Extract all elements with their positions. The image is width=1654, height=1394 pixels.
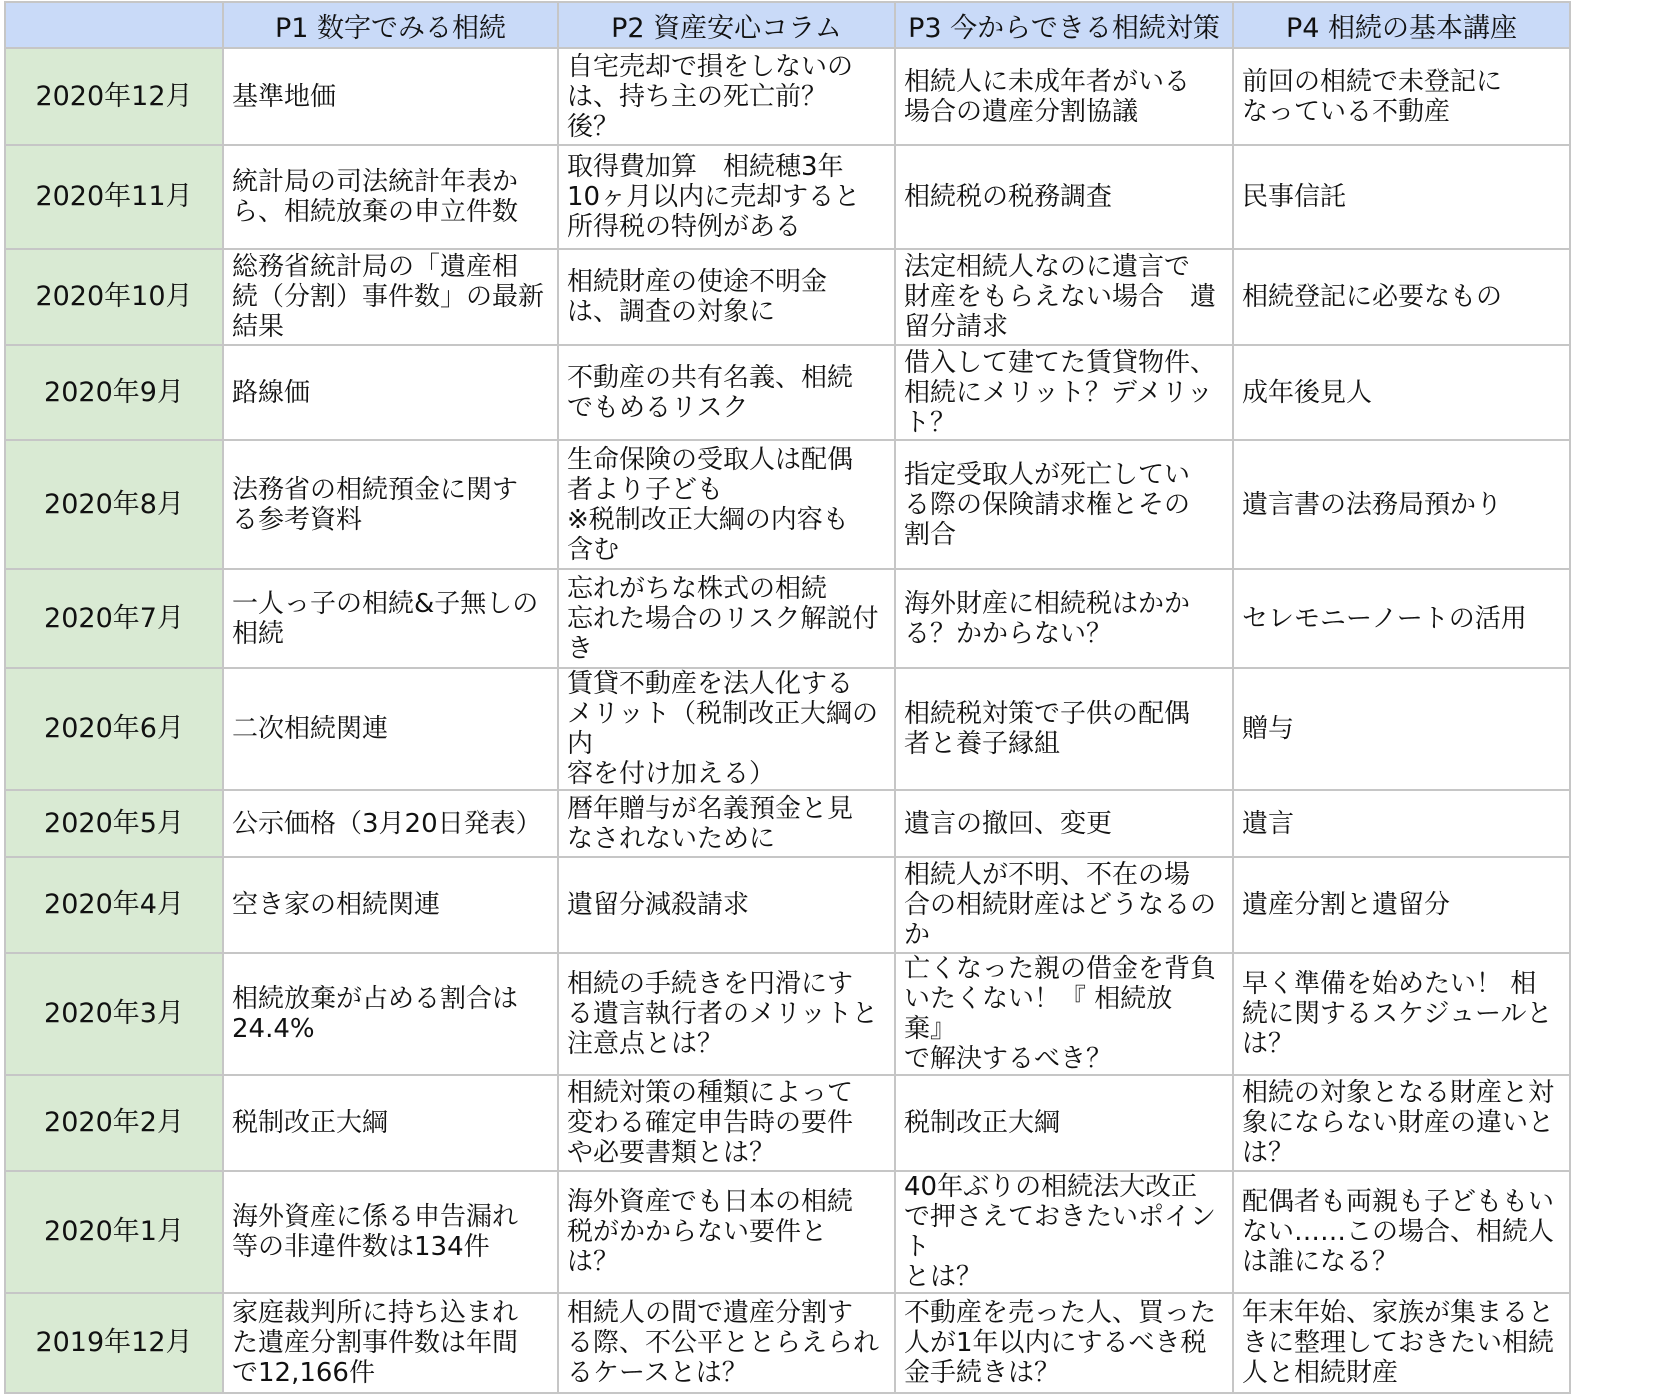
month-cell[interactable]: 2020年1月 [5, 1171, 223, 1293]
table-row [5, 1171, 1570, 1293]
p3-cell[interactable]: 借入して建てた賃貸物件、 相続にメリット？デメリッ ト？ [895, 345, 1233, 440]
p3-cell[interactable]: 相続人が不明、不在の場 合の相続財産はどうなるの か [895, 857, 1233, 953]
p2-cell[interactable]: 相続人の間で遺産分割す る際、不公平ととらえられ るケースとは？ [558, 1293, 895, 1393]
p1-cell[interactable]: 一人っ子の相続&子無しの 相続 [223, 569, 558, 668]
month-cell[interactable]: 2020年8月 [5, 440, 223, 569]
p1-cell[interactable]: 統計局の司法統計年表か ら、相続放棄の申立件数 [223, 145, 558, 249]
p4-cell[interactable]: 遺産分割と遺留分 [1233, 857, 1570, 953]
table-row [5, 668, 1570, 790]
month-cell[interactable]: 2020年7月 [5, 569, 223, 668]
corner-cell[interactable] [5, 2, 223, 48]
p2-cell[interactable]: 賃貸不動産を法人化する メリット（税制改正大綱の内 容を付け加える） [558, 668, 895, 790]
month-cell[interactable]: 2020年9月 [5, 345, 223, 440]
table-row [5, 569, 1570, 668]
p3-cell[interactable]: 不動産を売った人、買った 人が1年以内にするべき税 金手続きは？ [895, 1293, 1233, 1393]
p4-cell[interactable]: 遺言 [1233, 790, 1570, 857]
table-row [5, 953, 1570, 1075]
table-row [5, 857, 1570, 953]
month-cell[interactable]: 2019年12月 [5, 1293, 223, 1393]
p2-cell[interactable]: 不動産の共有名義、相続 でもめるリスク [558, 345, 895, 440]
table-row [5, 145, 1570, 249]
p4-cell[interactable]: 早く準備を始めたい！ 相 続に関するスケジュールと は？ [1233, 953, 1570, 1075]
header-p1[interactable]: P1 数字でみる相続 [223, 2, 558, 48]
p3-cell[interactable]: 相続税対策で子供の配偶 者と養子縁組 [895, 668, 1233, 790]
table-row [5, 249, 1570, 345]
p4-cell[interactable]: セレモニーノートの活用 [1233, 569, 1570, 668]
month-cell[interactable]: 2020年5月 [5, 790, 223, 857]
p4-cell[interactable]: 年末年始、家族が集まると きに整理しておきたい相続 人と相続財産 [1233, 1293, 1570, 1393]
p1-cell[interactable]: 路線価 [223, 345, 558, 440]
p1-cell[interactable]: 公示価格（3月20日発表） [223, 790, 558, 857]
p2-cell[interactable]: 遺留分減殺請求 [558, 857, 895, 953]
p2-cell[interactable]: 取得費加算 相続穂3年 10ヶ月以内に売却すると 所得税の特例がある [558, 145, 895, 249]
month-cell[interactable]: 2020年3月 [5, 953, 223, 1075]
p3-cell[interactable]: 指定受取人が死亡してい る際の保険請求権とその 割合 [895, 440, 1233, 569]
table-row [5, 1293, 1570, 1393]
month-cell[interactable]: 2020年4月 [5, 857, 223, 953]
p4-cell[interactable]: 相続の対象となる財産と対 象にならない財産の違いと は？ [1233, 1075, 1570, 1171]
p4-cell[interactable]: 遺言書の法務局預かり [1233, 440, 1570, 569]
p4-cell[interactable]: 民事信託 [1233, 145, 1570, 249]
p1-cell[interactable]: 相続放棄が占める割合は 24.4% [223, 953, 558, 1075]
p3-cell[interactable]: 海外財産に相続税はかか る？かからない？ [895, 569, 1233, 668]
header-p3[interactable]: P3 今からできる相続対策 [895, 2, 1233, 48]
p1-cell[interactable]: 二次相続関連 [223, 668, 558, 790]
p2-cell[interactable]: 相続財産の使途不明金 は、調査の対象に [558, 249, 895, 345]
p1-cell[interactable]: 税制改正大綱 [223, 1075, 558, 1171]
p1-cell[interactable]: 法務省の相続預金に関す る参考資料 [223, 440, 558, 569]
p3-cell[interactable]: 遺言の撤回、変更 [895, 790, 1233, 857]
month-cell[interactable]: 2020年12月 [5, 48, 223, 145]
p2-cell[interactable]: 自宅売却で損をしないの は、持ち主の死亡前？ 後？ [558, 48, 895, 145]
table-row [5, 440, 1570, 569]
p3-cell[interactable]: 亡くなった親の借金を背負 いたくない！『 相続放棄』 で解決するべき？ [895, 953, 1233, 1075]
p4-cell[interactable]: 贈与 [1233, 668, 1570, 790]
header-p4[interactable]: P4 相続の基本講座 [1233, 2, 1570, 48]
p1-cell[interactable]: 基準地価 [223, 48, 558, 145]
p2-cell[interactable]: 海外資産でも日本の相続 税がかからない要件と は？ [558, 1171, 895, 1293]
table-row [5, 345, 1570, 440]
p2-cell[interactable]: 相続対策の種類によって 変わる確定申告時の要件 や必要書類とは？ [558, 1075, 895, 1171]
p3-cell[interactable]: 40年ぶりの相続法大改正 で押さえておきたいポイント とは？ [895, 1171, 1233, 1293]
p3-cell[interactable]: 法定相続人なのに遺言で 財産をもらえない場合 遺 留分請求 [895, 249, 1233, 345]
month-cell[interactable]: 2020年2月 [5, 1075, 223, 1171]
p3-cell[interactable]: 相続税の税務調査 [895, 145, 1233, 249]
p1-cell[interactable]: 総務省統計局の「遺産相 続（分割）事件数」の最新 結果 [223, 249, 558, 345]
header-p2[interactable]: P2 資産安心コラム [558, 2, 895, 48]
p4-cell[interactable]: 前回の相続で未登記に なっている不動産 [1233, 48, 1570, 145]
p1-cell[interactable]: 海外資産に係る申告漏れ 等の非違件数は134件 [223, 1171, 558, 1293]
month-cell[interactable]: 2020年6月 [5, 668, 223, 790]
p4-cell[interactable]: 成年後見人 [1233, 345, 1570, 440]
table-row [5, 48, 1570, 145]
p4-cell[interactable]: 相続登記に必要なもの [1233, 249, 1570, 345]
p1-cell[interactable]: 家庭裁判所に持ち込まれ た遺産分割事件数は年間 で12,166件 [223, 1293, 558, 1393]
schedule-table [4, 1, 1571, 1394]
p4-cell[interactable]: 配偶者も両親も子どももい ない……この場合、相続人 は誰になる？ [1233, 1171, 1570, 1293]
month-cell[interactable]: 2020年11月 [5, 145, 223, 249]
p2-cell[interactable]: 忘れがちな株式の相続 忘れた場合のリスク解説付 き [558, 569, 895, 668]
p2-cell[interactable]: 暦年贈与が名義預金と見 なされないために [558, 790, 895, 857]
p2-cell[interactable]: 生命保険の受取人は配偶 者より子ども ※税制改正大綱の内容も 含む [558, 440, 895, 569]
table-row [5, 1075, 1570, 1171]
p2-cell[interactable]: 相続の手続きを円滑にす る遺言執行者のメリットと 注意点とは？ [558, 953, 895, 1075]
p1-cell[interactable]: 空き家の相続関連 [223, 857, 558, 953]
month-cell[interactable]: 2020年10月 [5, 249, 223, 345]
table-row [5, 790, 1570, 857]
p3-cell[interactable]: 相続人に未成年者がいる 場合の遺産分割協議 [895, 48, 1233, 145]
header-row [5, 2, 1570, 48]
p3-cell[interactable]: 税制改正大綱 [895, 1075, 1233, 1171]
